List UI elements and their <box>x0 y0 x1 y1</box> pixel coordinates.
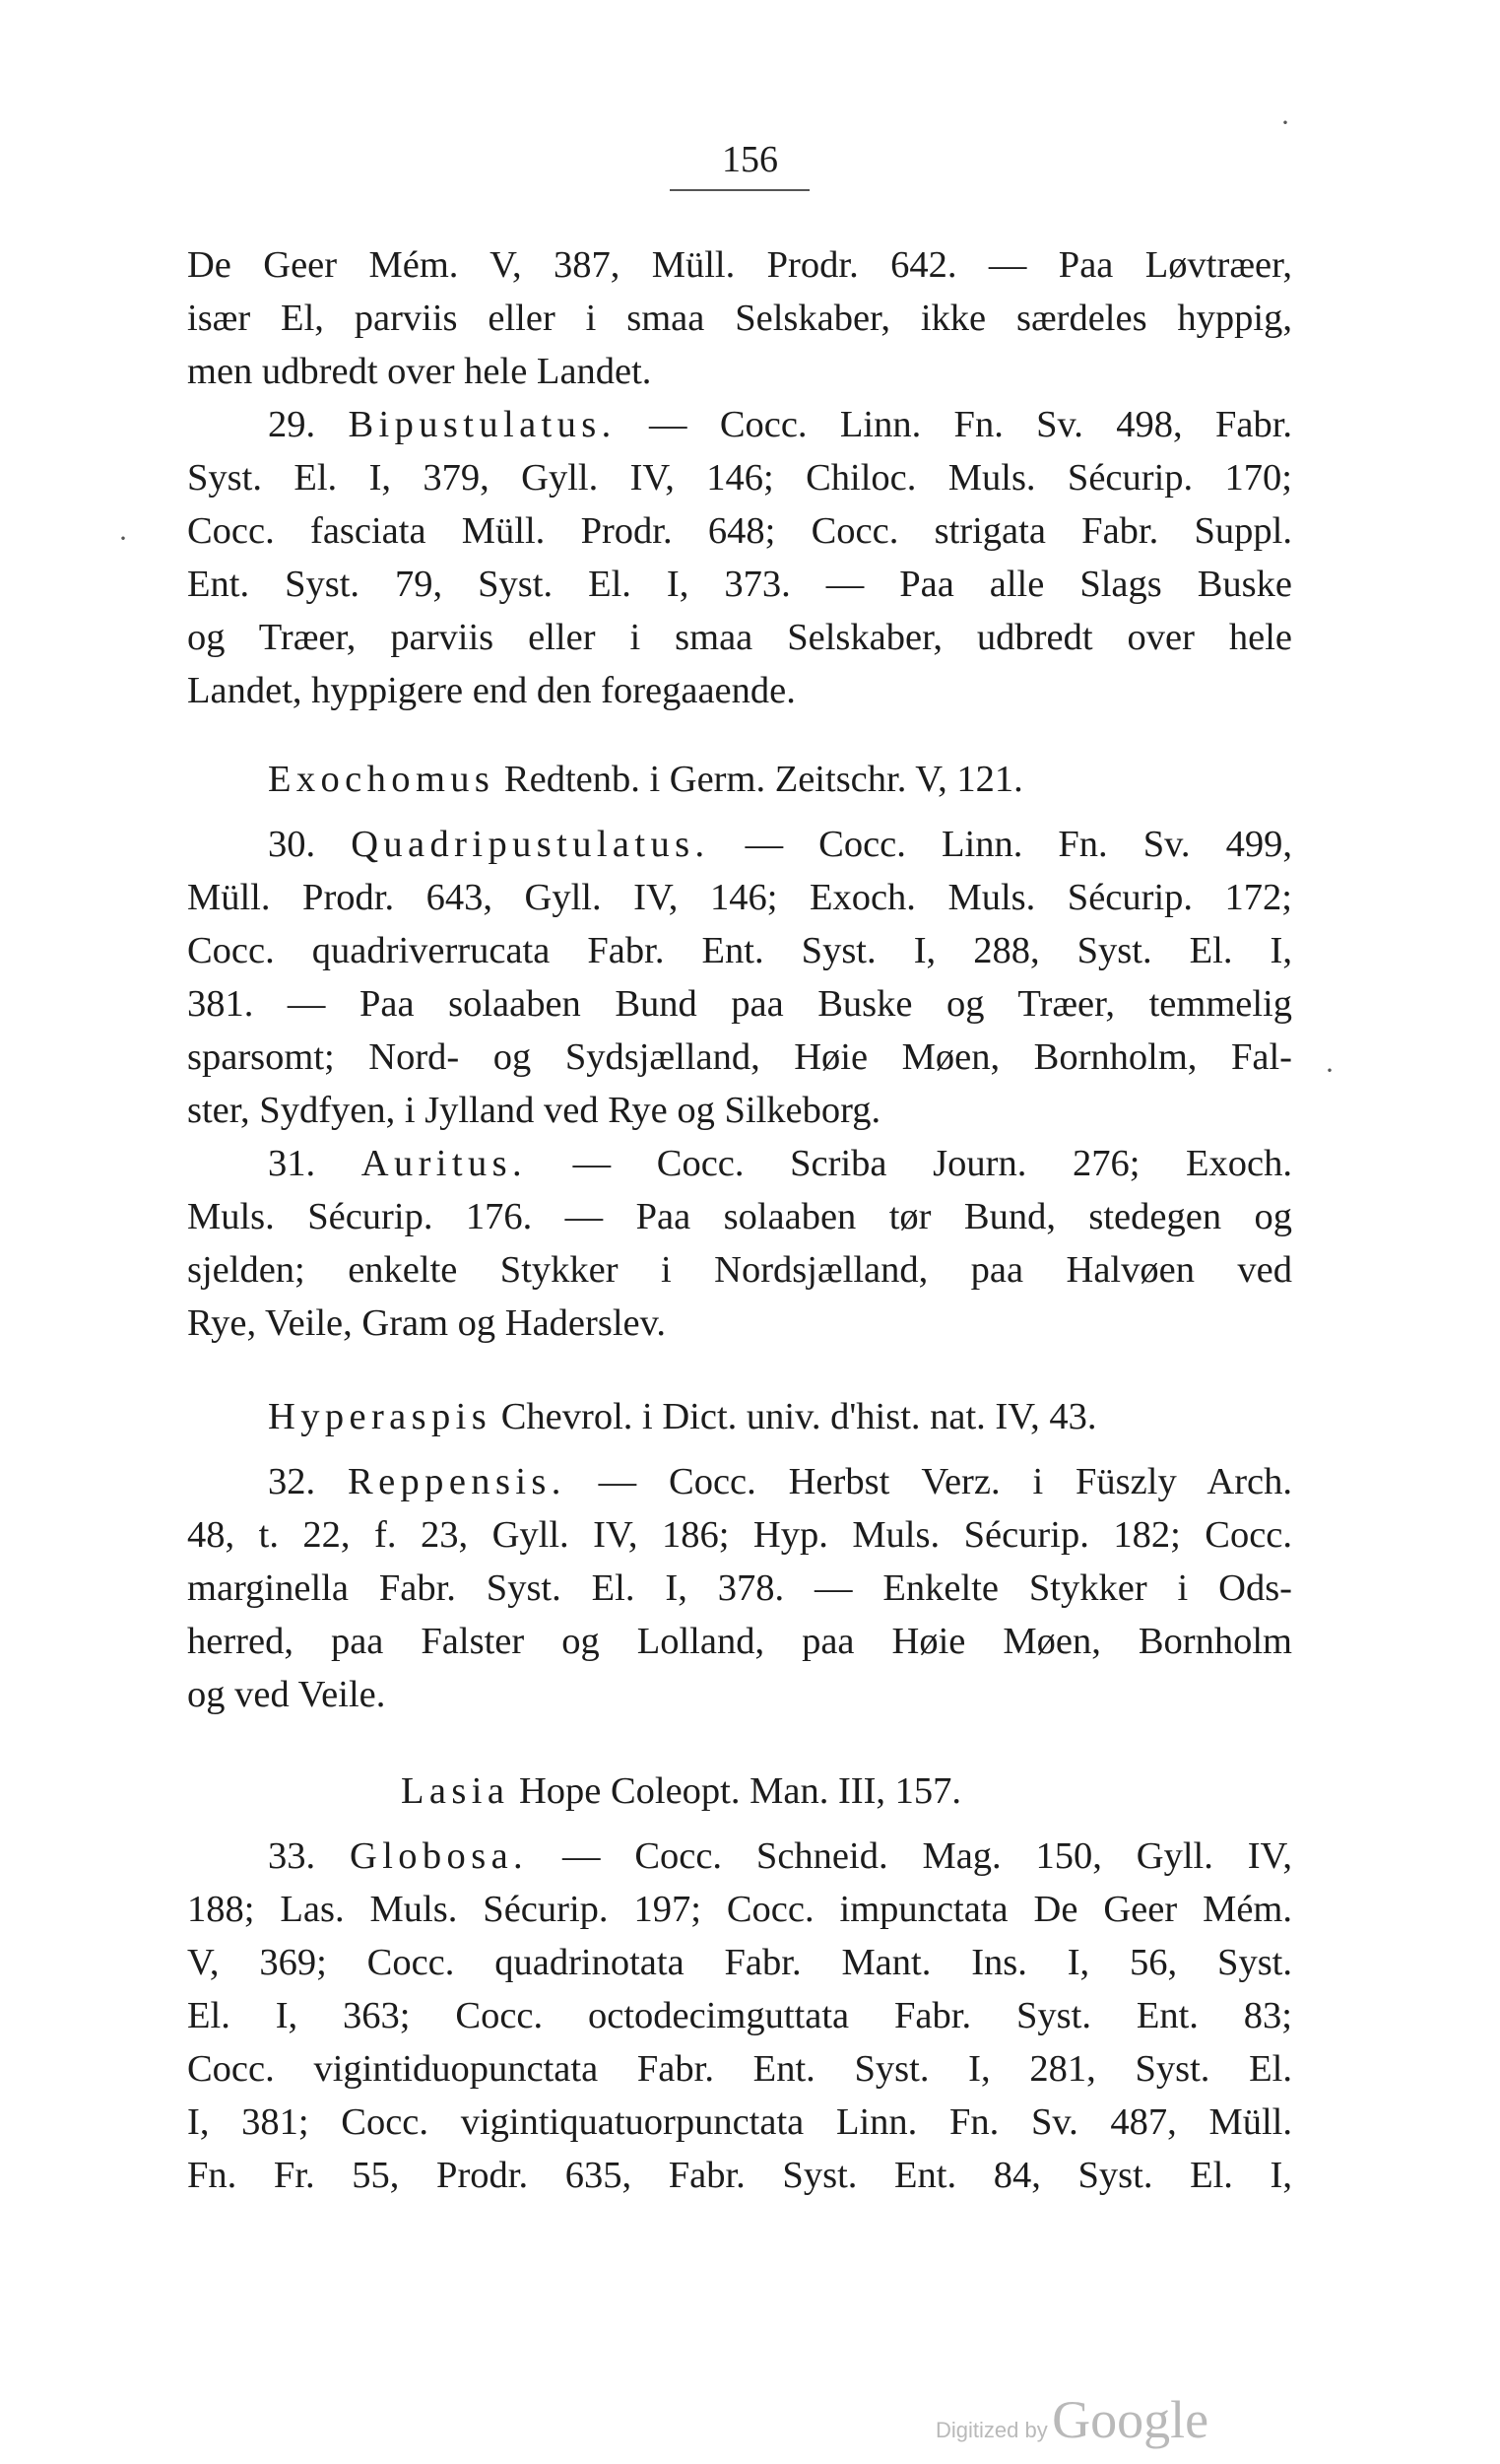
text-block-hyperaspis <box>187 1455 1292 1721</box>
species-name: Reppensis. <box>348 1461 566 1502</box>
species-31-line <box>187 1137 1292 1190</box>
text-line: Cocc. quadriverrucata Fabr. Ent. Syst. I, 288, Syst. El. I, <box>187 930 1292 971</box>
text-line: Müll. Prodr. 643, Gyll. IV, 146; Exoch. Muls. Sécurip. 172; <box>187 877 1292 918</box>
text-line: Fn. Fr. 55, Prodr. 635, Fabr. Syst. Ent. 84, Syst. El. I, <box>187 2155 1292 2196</box>
species-number: 33. <box>268 1835 316 1877</box>
species-citation: — Cocc. Herbst Verz. i Füszly Arch. <box>598 1461 1293 1502</box>
scan-speck: · <box>1280 106 1290 139</box>
species-citation: — Cocc. Schneid. Mag. 150, Gyll. IV, <box>561 1835 1292 1877</box>
page-number: 156 <box>722 139 778 180</box>
text-line: 188; Las. Muls. Sécurip. 197; Cocc. impunctata De Geer Mém. <box>187 1889 1292 1930</box>
google-watermark <box>936 2389 1349 2448</box>
species-name: Quadripustulatus. <box>351 824 710 865</box>
text-line: 381. — Paa solaaben Bund paa Buske og Træer, temmelig <box>187 983 1292 1025</box>
species-29-line <box>187 398 1292 451</box>
text-line: Muls. Sécurip. 176. — Paa solaaben tør Bund, stedegen og <box>187 1196 1292 1237</box>
text-line: især El, parviis eller i smaa Selskaber, ikke særdeles hyppig, <box>187 298 1292 339</box>
genus-heading-hyperaspis <box>187 1390 1292 1443</box>
genus-heading-lasia <box>187 1765 1292 1818</box>
google-logo-text: Google <box>1052 2390 1209 2449</box>
species-number: 30. <box>268 824 316 865</box>
genus-authority: Hope Coleopt. Man. III, 157. <box>518 1770 962 1812</box>
species-number: 31. <box>268 1143 316 1184</box>
text-line: og ved Veile. <box>187 1674 386 1715</box>
text-line: Cocc. vigintiduopunctata Fabr. Ent. Syst. I, 281, Syst. El. <box>187 2048 1292 2090</box>
genus-authority: Chevrol. i Dict. univ. d'hist. nat. IV, 43. <box>500 1396 1097 1437</box>
text-line: Syst. El. I, 379, Gyll. IV, 146; Chiloc. Muls. Sécurip. 170; <box>187 457 1292 499</box>
scan-speck: · <box>1325 1054 1335 1087</box>
watermark-prefix: Digitized by <box>936 2418 1048 2442</box>
genus-name: Exochomus <box>268 759 495 800</box>
text-line: herred, paa Falster og Lolland, paa Høie Møen, Bornholm <box>187 1621 1292 1662</box>
genus-authority: Redtenb. i Germ. Zeitschr. V, 121. <box>503 759 1023 800</box>
text-line: El. I, 363; Cocc. octodecimguttata Fabr. Syst. Ent. 83; <box>187 1995 1292 2036</box>
text-line: men udbredt over hele Landet. <box>187 351 652 392</box>
text-block-exochomus <box>187 818 1292 1350</box>
species-number: 29. <box>268 404 316 445</box>
page-number-rule <box>670 189 810 191</box>
text-line: marginella Fabr. Syst. El. I, 378. — Enkelte Stykker i Ods- <box>187 1567 1292 1609</box>
species-name: Globosa. <box>350 1835 529 1877</box>
species-33-line <box>187 1830 1292 1883</box>
text-line: sjelden; enkelte Stykker i Nordsjælland, paa Halvøen ved <box>187 1249 1292 1291</box>
scan-speck: · <box>118 522 128 555</box>
text-line: ster, Sydfyen, i Jylland ved Rye og Silkeborg. <box>187 1090 881 1131</box>
text-line: Cocc. fasciata Müll. Prodr. 648; Cocc. strigata Fabr. Suppl. <box>187 510 1292 552</box>
text-line: De Geer Mém. V, 387, Müll. Prodr. 642. — Paa Løvtræer, <box>187 244 1292 286</box>
text-line: og Træer, parviis eller i smaa Selskaber, udbredt over hele <box>187 617 1292 658</box>
text-line: 48, t. 22, f. 23, Gyll. IV, 186; Hyp. Muls. Sécurip. 182; Cocc. <box>187 1514 1292 1556</box>
text-line: V, 369; Cocc. quadrinotata Fabr. Mant. Ins. I, 56, Syst. <box>187 1942 1292 1983</box>
species-32-line <box>187 1455 1292 1508</box>
species-citation: — Cocc. Linn. Fn. Sv. 498, Fabr. <box>649 404 1293 445</box>
species-number: 32. <box>268 1461 316 1502</box>
text-block-lasia <box>187 1830 1292 2202</box>
genus-name: Lasia <box>401 1770 510 1812</box>
species-name: Auritus. <box>360 1143 528 1184</box>
text-line: Rye, Veile, Gram og Haderslev. <box>187 1302 666 1344</box>
species-name: Bipustulatus. <box>348 404 617 445</box>
text-block-chilocorus <box>187 238 1292 717</box>
species-citation: — Cocc. Linn. Fn. Sv. 499, <box>745 824 1292 865</box>
genus-name: Hyperaspis <box>268 1396 492 1437</box>
genus-heading-exochomus <box>187 753 1292 806</box>
species-citation: — Cocc. Scriba Journ. 276; Exoch. <box>572 1143 1293 1184</box>
text-line: Landet, hyppigere end den foregaaende. <box>187 670 796 711</box>
text-line: I, 381; Cocc. vigintiquatuorpunctata Linn. Fn. Sv. 487, Müll. <box>187 2101 1292 2143</box>
text-line: Ent. Syst. 79, Syst. El. I, 373. — Paa alle Slags Buske <box>187 564 1292 605</box>
text-line: sparsomt; Nord- og Sydsjælland, Høie Møen, Bornholm, Fal- <box>187 1036 1292 1078</box>
species-30-line <box>187 818 1292 871</box>
